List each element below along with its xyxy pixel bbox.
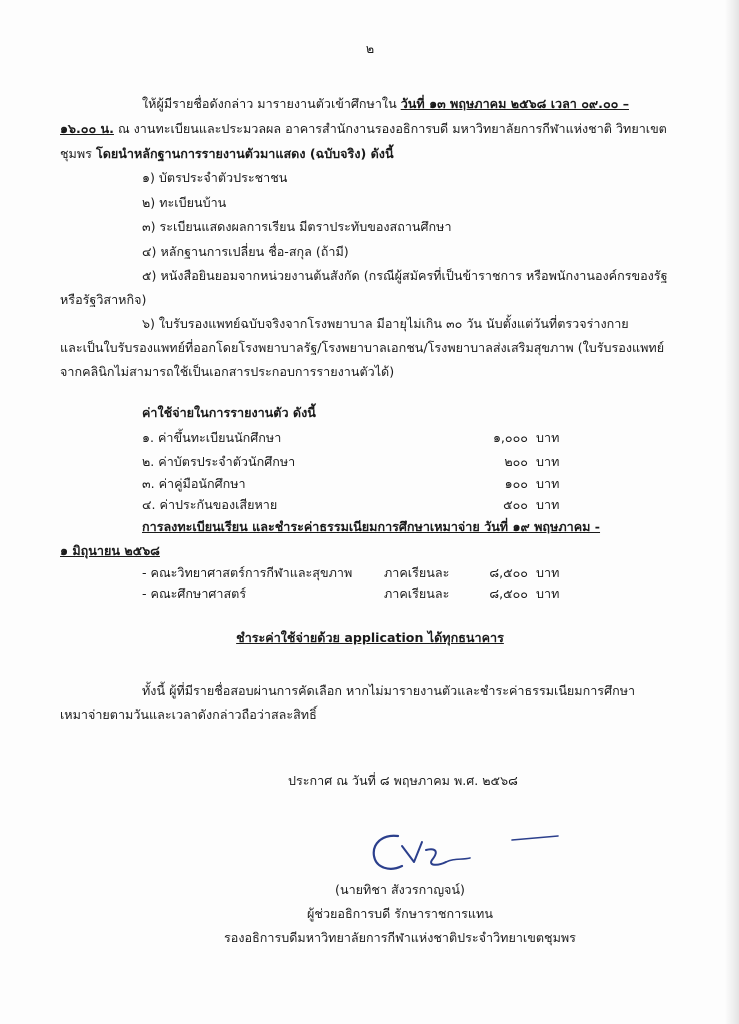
tuition-term-2: ภาคเรียนละ xyxy=(384,586,450,601)
fee-unit-1: บาท xyxy=(536,430,560,445)
document-item-2: ๒) ทะเบียนบ้าน xyxy=(142,195,227,210)
tuition-amount-1: ๘,๕๐๐ xyxy=(489,565,528,580)
tuition-term-1: ภาคเรียนละ xyxy=(384,565,450,580)
document-item-6: ๖) ใบรับรองแพทย์ฉบับจริงจากโรงพยาบาล มีอายุไม่เกิน ๓๐ วัน นับตั้งแต่วันที่ตรวจร่างกาย xyxy=(142,316,629,331)
fee-unit-4: บาท xyxy=(536,497,560,512)
intro-line-1 xyxy=(142,96,629,112)
tuition-unit-1: บาท xyxy=(536,565,560,580)
tuition-heading: การลงทะเบียนเรียน และชำระค่าธรรมเนียมการศึกษาเหมาจ่าย วันที่ ๑๙ พฤษภาคม - xyxy=(142,519,601,534)
report-date-time: วันที่ ๑๓ พฤษภาคม ๒๕๖๘ เวลา ๐๙.๐๐ – xyxy=(400,96,629,111)
fee-label-4: ๔. ค่าประกันของเสียหาย xyxy=(142,497,278,512)
signer-name: (นายทิชา สังวรกาญจน์) xyxy=(335,882,465,897)
payment-note: ชำระค่าใช้จ่ายด้วย application ได้ทุกธนาคาร xyxy=(236,630,504,645)
signer-position-2: รองอธิการบดีมหาวิทยาลัยการกีฬาแห่งชาติประจำวิทยาเขตชุมพร xyxy=(224,930,576,945)
document-item-5: ๕) หนังสือยินยอมจากหน่วยงานต้นสังกัด (กรณีผู้สมัครที่เป็นข้าราชการ หรือพนักงานองค์กรของรัฐ xyxy=(142,268,668,283)
page-number: ๒ xyxy=(365,41,375,56)
fee-label-1: ๑. ค่าขึ้นทะเบียนนักศึกษา xyxy=(142,430,282,445)
tuition-heading-cont: ๑ มิถุนายน ๒๕๖๘ xyxy=(60,543,160,558)
signature-image xyxy=(362,826,572,882)
intro-line-1-text: ให้ผู้มีรายชื่อดังกล่าว มารายงานตัวเข้าศึกษาใน xyxy=(142,96,397,111)
fee-unit-3: บาท xyxy=(536,476,560,491)
fee-amount-2: ๒๐๐ xyxy=(504,454,528,469)
intro-line-3-text: ชุมพร xyxy=(60,146,92,161)
intro-line-3 xyxy=(60,146,394,162)
announcement-date: ประกาศ ณ วันที่ ๘ พฤษภาคม พ.ศ. ๒๕๖๘ xyxy=(288,773,518,788)
document-item-3: ๓) ระเบียนแสดงผลการเรียน มีตราประทับของสถานศึกษา xyxy=(142,219,452,234)
scan-edge-shadow xyxy=(725,0,739,1024)
tuition-faculty-1: - คณะวิทยาศาสตร์การกีฬาและสุขภาพ xyxy=(142,565,353,580)
document-item-1: ๑) บัตรประจำตัวประชาชน xyxy=(142,170,288,185)
tuition-unit-2: บาท xyxy=(536,586,560,601)
document-item-6-cont-2: จากคลินิกไม่สามารถใช้เป็นเอกสารประกอบการรายงานตัวได้) xyxy=(60,364,395,379)
fee-amount-4: ๕๐๐ xyxy=(503,497,528,512)
tuition-amount-2: ๘,๕๐๐ xyxy=(489,586,528,601)
tuition-faculty-2: - คณะศึกษาศาสตร์ xyxy=(142,586,247,601)
fee-unit-2: บาท xyxy=(536,454,560,469)
intro-line-2 xyxy=(60,121,667,137)
closing-line-1: ทั้งนี้ ผู้ที่มีรายชื่อสอบผ่านการคัดเลือก หากไม่มารายงานตัวและชำระค่าธรรมเนียมการศึกษา xyxy=(142,683,636,698)
document-item-5-cont: หรือรัฐวิสาหกิจ) xyxy=(60,292,147,307)
fee-label-3: ๓. ค่าคู่มือนักศึกษา xyxy=(142,476,246,491)
intro-line-2-text: ณ งานทะเบียนและประมวลผล อาคารสำนักงานรองอธิการบดี มหาวิทยาลัยการกีฬาแห่งชาติ วิทยาเขต xyxy=(117,121,667,136)
fee-amount-3: ๑๐๐ xyxy=(504,476,528,491)
intro-line-3-bold: โดยนำหลักฐานการรายงานตัวมาแสดง (ฉบับจริง) ดังนี้ xyxy=(95,146,394,161)
document-item-4: ๔) หลักฐานการเปลี่ยน ชื่อ-สกุล (ถ้ามี) xyxy=(142,244,349,259)
fee-label-2: ๒. ค่าบัตรประจำตัวนักศึกษา xyxy=(142,454,296,469)
fee-amount-1: ๑,๐๐๐ xyxy=(492,430,528,445)
closing-line-2: เหมาจ่ายตามวันและเวลาดังกล่าวถือว่าสละสิทธิ์ xyxy=(60,707,317,722)
signer-position-1: ผู้ช่วยอธิการบดี รักษาราชการแทน xyxy=(307,906,493,921)
document-item-6-cont-1: และเป็นใบรับรองแพทย์ที่ออกโดยโรงพยาบาลรัฐ/โรงพยาบาลเอกชน/โรงพยาบาลส่งเสริมสุขภาพ (ใบรับรองแพทย์ xyxy=(60,340,665,355)
report-end-time: ๑๖.๐๐ น. xyxy=(60,121,114,136)
fees-heading: ค่าใช้จ่ายในการรายงานตัว ดังนี้ xyxy=(142,405,316,420)
